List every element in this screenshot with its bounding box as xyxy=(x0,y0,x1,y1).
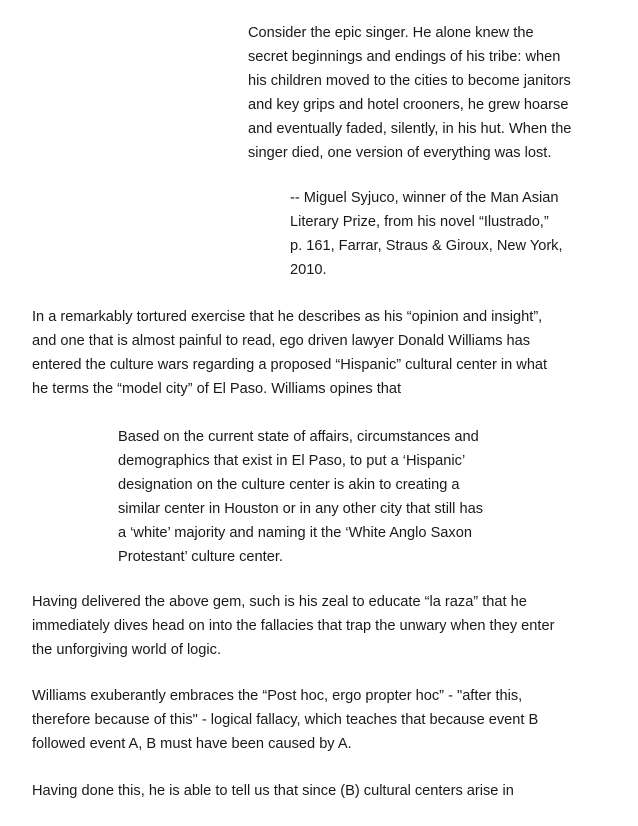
paragraph-line: Having delivered the above gem, such is his zeal to educate “la raza” that he xyxy=(32,594,527,610)
attribution-line: -- Miguel Syjuco, winner of the Man Asian xyxy=(290,190,559,206)
paragraph-line: immediately dives head on into the fallacies that trap the unwary when they enter xyxy=(32,617,555,634)
paragraph-line: therefore because of this" - logical fallacy, which teaches that because event B xyxy=(32,711,539,728)
paragraph-line: the unforgiving world of logic. xyxy=(32,641,222,658)
paragraph-line: he terms the “model city” of El Paso. Williams opines that xyxy=(32,380,402,397)
paragraph-line: followed event A, B must have been caused by A. xyxy=(32,735,352,752)
paragraph-line: Having done this, he is able to tell us that since (B) cultural centers arise in xyxy=(32,783,514,799)
paragraph-line: In a remarkably tortured exercise that he describes as his “opinion and insight”, xyxy=(32,309,543,325)
epigraph-line: his children moved to the cities to become janitors xyxy=(248,72,571,89)
block-quote xyxy=(118,426,538,569)
epigraph-line: singer died, one version of everything was lost. xyxy=(248,144,552,161)
epigraph-line: secret beginnings and endings of his tribe: when xyxy=(248,48,561,65)
epigraph-line: Consider the epic singer. He alone knew the xyxy=(248,25,534,41)
epigraph-line: and eventually faded, silently, in his hut. When the xyxy=(248,120,572,137)
quote-line: designation on the culture center is akin to creating a xyxy=(118,476,460,493)
epigraph xyxy=(248,22,628,165)
quote-line: Based on the current state of affairs, circumstances and xyxy=(118,429,479,445)
paragraph-line: entered the culture wars regarding a proposed “Hispanic” cultural center in what xyxy=(32,356,548,373)
paragraph-intro xyxy=(32,306,622,402)
epigraph-line: and key grips and hotel crooners, he grew hoarse xyxy=(248,96,569,113)
attribution-line: Literary Prize, from his novel “Ilustrado,” xyxy=(290,213,549,230)
paragraph-line: Williams exuberantly embraces the “Post hoc, ergo propter hoc” - "after this, xyxy=(32,688,523,704)
paragraph-line: and one that is almost painful to read, ego driven lawyer Donald Williams has xyxy=(32,332,531,349)
paragraph-fallacy xyxy=(32,685,622,757)
attribution-line: p. 161, Farrar, Straus & Giroux, New York, xyxy=(290,237,563,254)
paragraph-gem xyxy=(32,591,622,663)
attribution-line: 2010. xyxy=(290,261,327,278)
quote-line: Protestant’ culture center. xyxy=(118,548,283,565)
paragraph-conclusion xyxy=(32,780,622,804)
quote-line: demographics that exist in El Paso, to put a ‘Hispanic’ xyxy=(118,452,466,469)
epigraph-attribution xyxy=(290,187,630,283)
quote-line: a ‘white’ majority and naming it the ‘White Anglo Saxon xyxy=(118,524,472,541)
quote-line: similar center in Houston or in any other city that still has xyxy=(118,500,484,517)
